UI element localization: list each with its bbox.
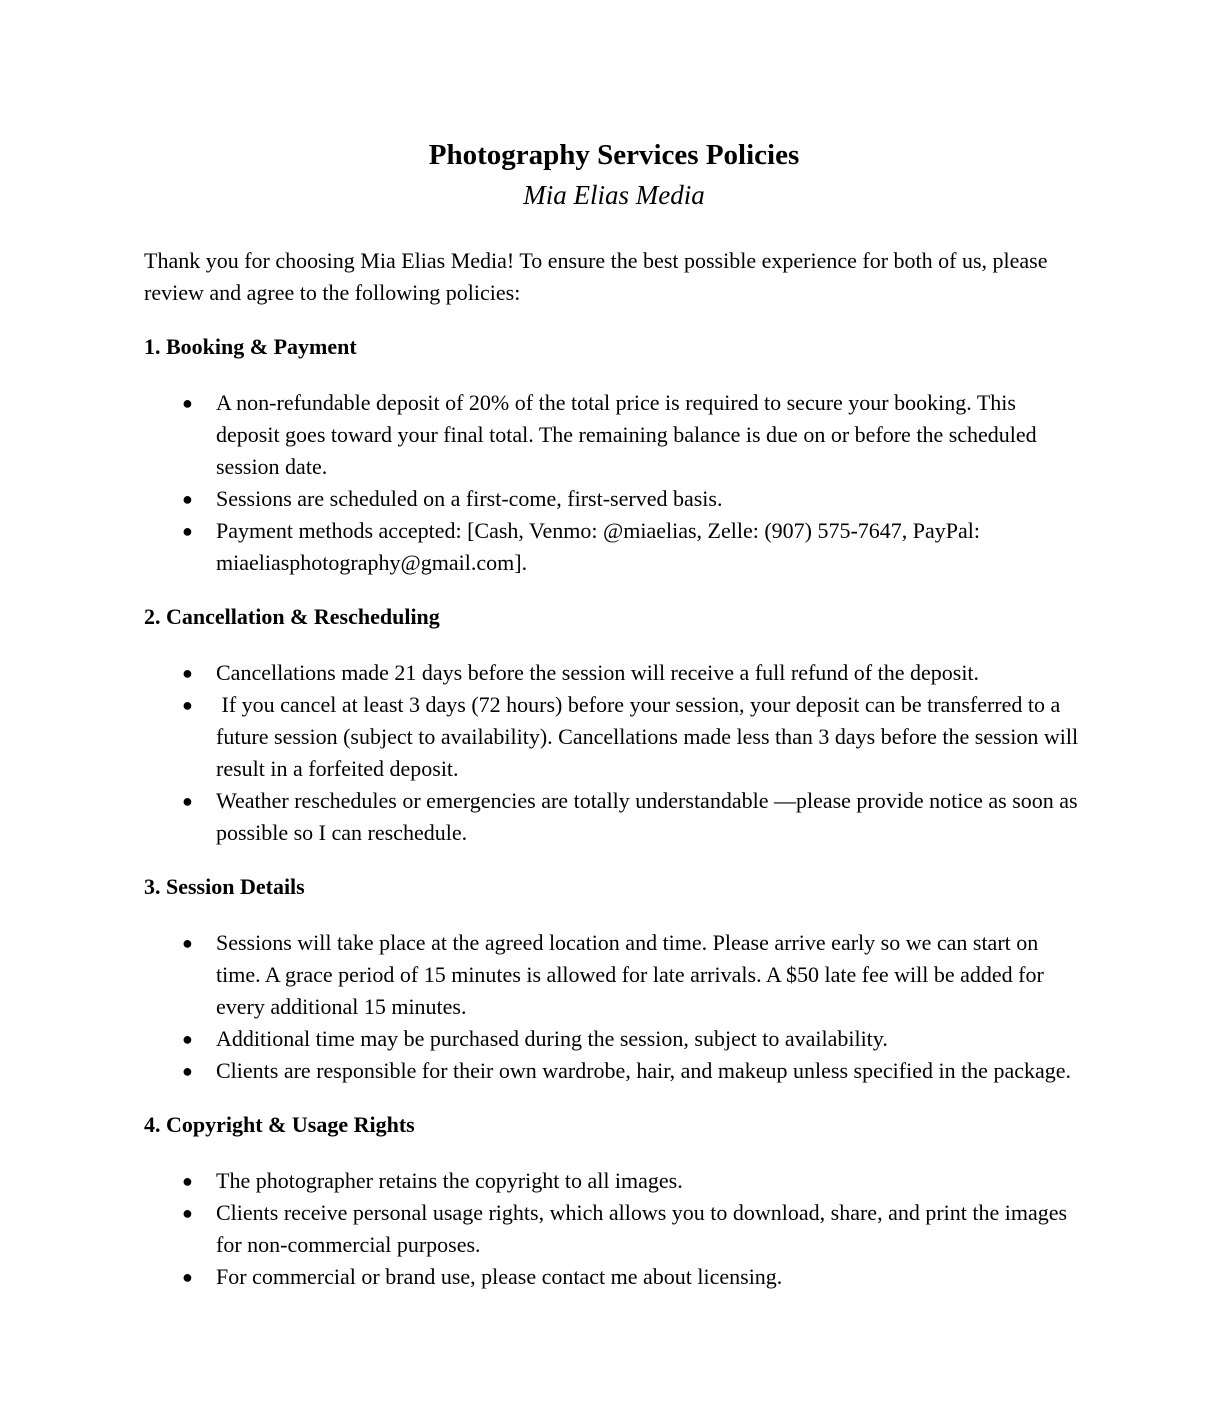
- document-page: [144, 138, 1084, 1293]
- list-item: [144, 1165, 1084, 1197]
- list-item-text: Sessions will take place at the agreed location and time. Please arrive early so we can start on time. A grace period of 15 minutes is allowed for late arrivals. A $50 late fee will be added for every additional 15 minutes.: [216, 930, 1050, 1019]
- bullet-icon: ●: [182, 1203, 193, 1223]
- list-item-text: Payment methods accepted: [Cash, Venmo: @miaelias, Zelle: (907) 575-7647, PayPal: miaeliasphotography@gmail.com].: [216, 518, 986, 575]
- list-item-text: Clients receive personal usage rights, which allows you to download, share, and print the images for non-commercial purposes.: [216, 1200, 1073, 1257]
- bullet-icon: ●: [182, 695, 193, 715]
- list-item-text: Sessions are scheduled on a first-come, first-served basis.: [216, 486, 723, 511]
- list-item-text: Additional time may be purchased during the session, subject to availability.: [216, 1026, 888, 1051]
- bullet-icon: ●: [182, 1267, 193, 1287]
- bullet-list: [144, 657, 1084, 849]
- bullet-icon: ●: [182, 521, 193, 541]
- bullet-list: [144, 387, 1084, 579]
- bullet-icon: ●: [182, 393, 193, 413]
- document-subtitle: Mia Elias Media: [523, 180, 705, 210]
- list-item-text: A non-refundable deposit of 20% of the total price is required to secure your booking. This deposit goes toward your final total. The remaining balance is due on or before the scheduled session date.: [216, 390, 1043, 479]
- bullet-icon: ●: [182, 1061, 193, 1081]
- list-item: [144, 785, 1084, 849]
- list-item: [144, 1055, 1084, 1087]
- list-item: [144, 1023, 1084, 1055]
- list-item: [144, 1197, 1084, 1261]
- list-item-text: Clients are responsible for their own wardrobe, hair, and makeup unless specified in the package.: [216, 1058, 1072, 1083]
- bullet-icon: ●: [182, 663, 193, 683]
- bullet-icon: ●: [182, 1171, 193, 1191]
- section-heading: 4. Copyright & Usage Rights: [144, 1112, 415, 1137]
- bullet-icon: ●: [182, 933, 193, 953]
- list-item: [144, 657, 1084, 689]
- list-item: [144, 387, 1084, 483]
- bullet-list: [144, 1165, 1084, 1293]
- list-item-text: For commercial or brand use, please contact me about licensing.: [216, 1264, 783, 1289]
- bullet-icon: ●: [182, 791, 193, 811]
- list-item: [144, 1261, 1084, 1293]
- bullet-icon: ●: [182, 1029, 193, 1049]
- bullet-list: [144, 927, 1084, 1087]
- list-item: [144, 689, 1084, 785]
- intro-paragraph: Thank you for choosing Mia Elias Media! To ensure the best possible experience for both of us, please review and agree to the following policies:: [144, 248, 1048, 305]
- list-item: [144, 515, 1084, 579]
- list-item: [144, 483, 1084, 515]
- list-item-text: If you cancel at least 3 days (72 hours) before your session, your deposit can be transferred to a future session (subject to availability). Cancellations made less than 3 days before the session will result in a forfeited deposit.: [216, 692, 1084, 781]
- list-item-text: Weather reschedules or emergencies are totally understandable —please provide notice as soon as possible so I can reschedule.: [216, 788, 1084, 845]
- document-title: Photography Services Policies: [428, 139, 800, 171]
- section-heading: 1. Booking & Payment: [144, 334, 357, 359]
- list-item-text: The photographer retains the copyright to all images.: [216, 1168, 683, 1193]
- policy-sections: [144, 331, 1084, 1293]
- list-item-text: Cancellations made 21 days before the session will receive a full refund of the deposit.: [216, 660, 980, 685]
- list-item: [144, 927, 1084, 1023]
- section-heading: 3. Session Details: [144, 874, 305, 899]
- bullet-icon: ●: [182, 489, 193, 509]
- section-heading: 2. Cancellation & Rescheduling: [144, 604, 440, 629]
